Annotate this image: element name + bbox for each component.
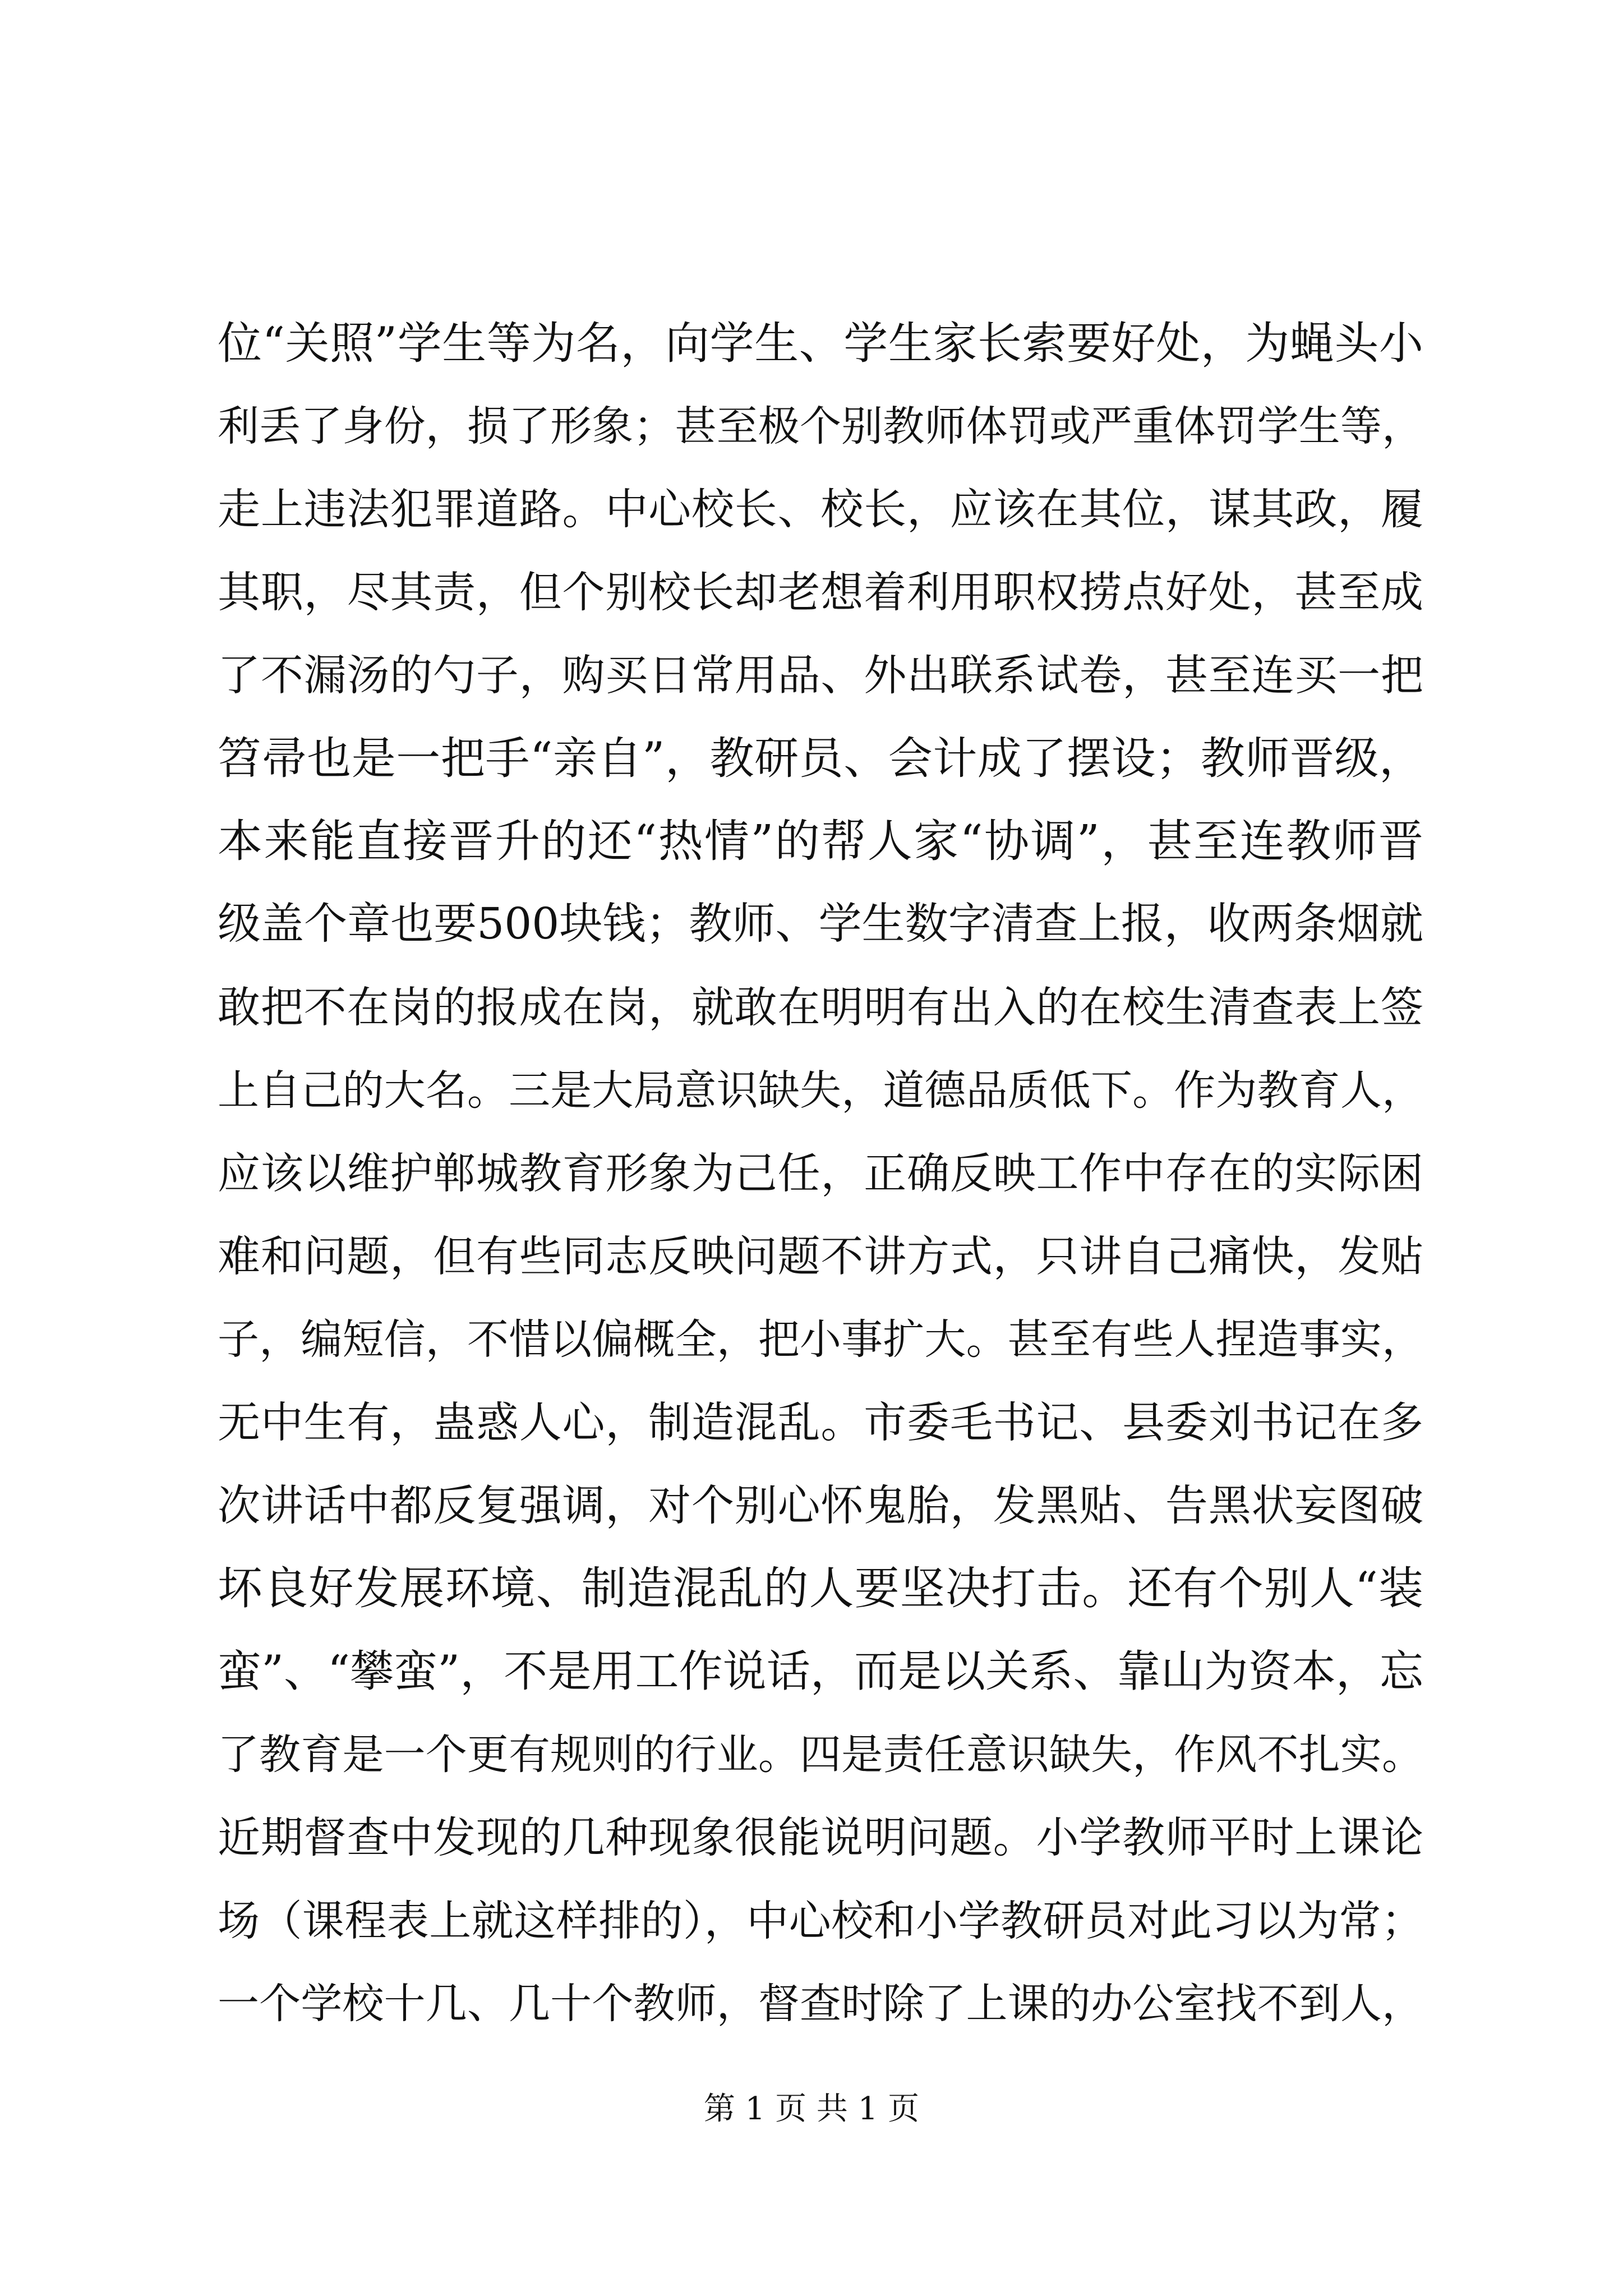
text-line: 了教育是一个更有规则的行业。四是责任意识缺失，作风不扎实。 xyxy=(218,1731,1423,1779)
text-line: 利丢了身份，损了形象；甚至极个别教师体罚或严重体罚学生等， xyxy=(218,402,1423,450)
text-line: 蛮”、“攀蛮”，不是用工作说话，而是以关系、靠山为资本，忘 xyxy=(218,1646,1423,1697)
text-line: 本来能直接晋升的还“热情”的帮人家“协调”，甚至连教师晋 xyxy=(218,815,1423,867)
text-line: 难和问题，但有些同志反映问题不讲方式，只讲自己痛快，发贴 xyxy=(218,1231,1423,1281)
text-line: 子，编短信，不惜以偏概全，把小事扩大。甚至有些人捏造事实， xyxy=(218,1315,1423,1364)
text-line: 级盖个章也要500块钱；教师、学生数字清查上报，收两条烟就 xyxy=(218,899,1423,949)
text-line: 走上违法犯罪道路。中心校长、校长，应该在其位，谋其政，履 xyxy=(218,484,1423,534)
text-line: 其职，尽其责，但个别校长却老想着利用职权捞点好处，甚至成 xyxy=(218,567,1423,617)
text-line: 坏良好发展环境、制造混乱的人要坚决打击。还有个别人“装 xyxy=(218,1562,1423,1614)
text-line: 敢把不在岗的报成在岗，就敢在明明有出入的在校生清查表上签 xyxy=(218,982,1423,1032)
text-line: 了不漏汤的勺子，购买日常用品、外出联系试卷，甚至连买一把 xyxy=(218,650,1423,700)
text-line: 无中生有，蛊惑人心，制造混乱。市委毛书记、县委刘书记在多 xyxy=(218,1397,1423,1447)
body-text xyxy=(218,302,1423,2045)
page-footer xyxy=(0,2087,1623,2132)
text-line: 次讲话中都反复强调，对个别心怀鬼胎，发黑贴、告黑状妄图破 xyxy=(218,1480,1423,1530)
text-line: 位“关照”学生等为名，向学生、学生家长索要好处，为蝇头小 xyxy=(218,318,1423,369)
page-number-label: 第 1 页 共 1 页 xyxy=(703,2091,920,2127)
text-line: 场（课程表上就这样排的），中心校和小学教研员对此习以为常； xyxy=(218,1896,1423,1945)
text-line: 上自己的大名。三是大局意识缺失，道德品质低下。作为教育人， xyxy=(218,1066,1423,1115)
text-line: 近期督查中发现的几种现象很能说明问题。小学教师平时上课论 xyxy=(218,1812,1423,1862)
text-line: 一个学校十几、几十个教师，督查时除了上课的办公室找不到人， xyxy=(218,1980,1423,2028)
text-line: 应该以维护郸城教育形象为己任，正确反映工作中存在的实际困 xyxy=(218,1148,1423,1198)
text-line: 笤帚也是一把手“亲自”，教研员、会计成了摆设；教师晋级， xyxy=(218,733,1423,784)
